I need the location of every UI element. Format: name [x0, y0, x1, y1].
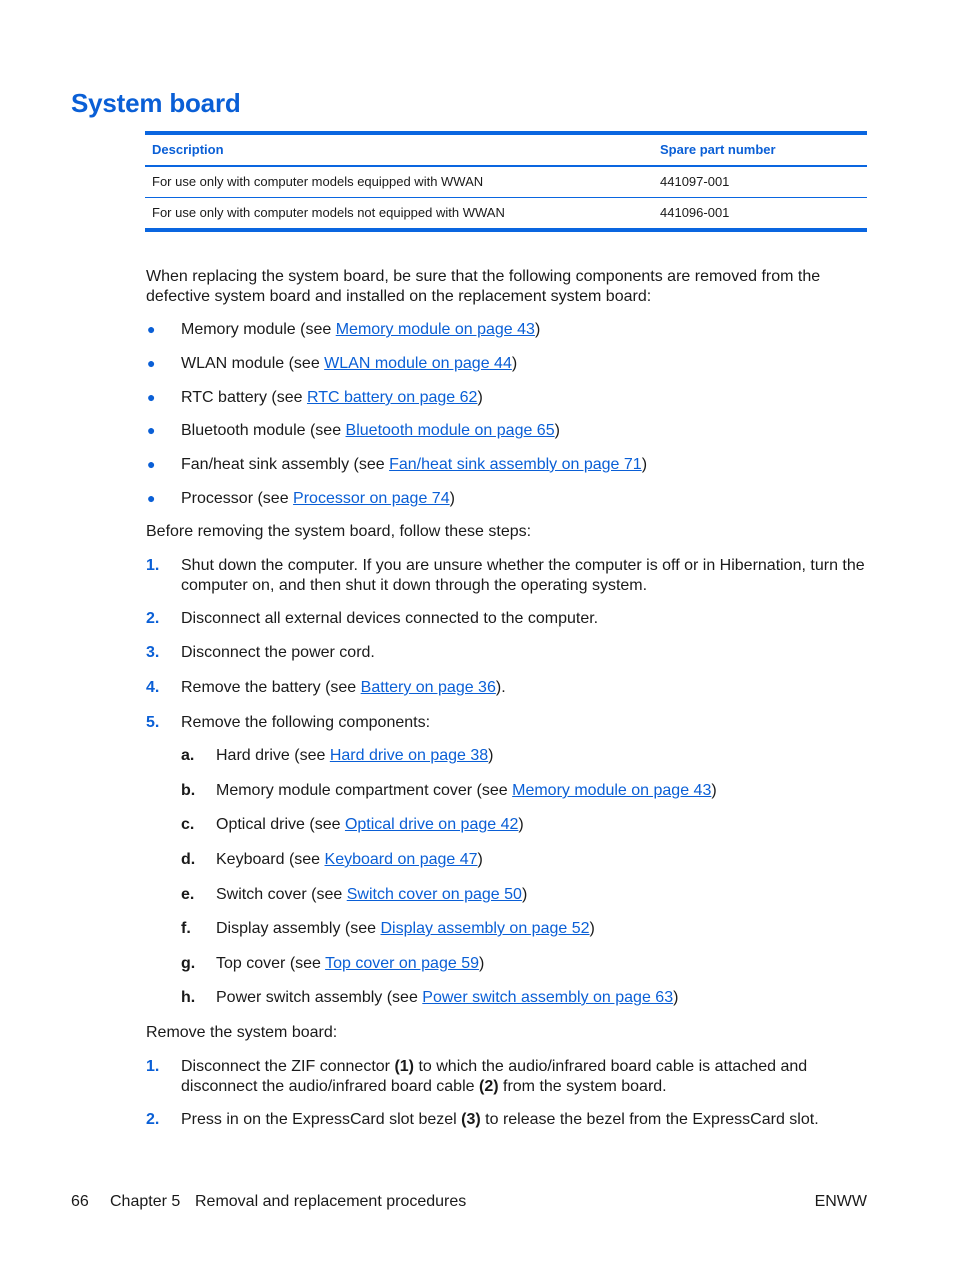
link-processor[interactable]: Processor on page 74: [293, 490, 450, 507]
step-number: 2.: [146, 1111, 160, 1128]
item-text: ): [641, 456, 648, 473]
substep-letter: b.: [181, 782, 196, 799]
cell-spare-part: 441096-001: [660, 205, 730, 220]
substep-letter: d.: [181, 851, 196, 868]
item-text: ): [534, 321, 541, 338]
footer-chapter-title: Removal and replacement procedures: [195, 1193, 467, 1210]
step-text: ).: [495, 679, 506, 696]
link-hard-drive[interactable]: Hard drive on page 38: [329, 747, 489, 764]
step-text: Disconnect the power cord.: [181, 644, 375, 661]
step-text: Remove the following components:: [181, 714, 431, 731]
substep-text: Switch cover (see: [216, 886, 347, 903]
step-number: 1.: [146, 557, 160, 574]
substep-letter: c.: [181, 816, 195, 833]
callout-label: (2): [478, 1077, 499, 1095]
spare-parts-table: [145, 131, 867, 232]
item-text: WLAN module (see: [181, 355, 325, 372]
step-number: 5.: [146, 714, 160, 731]
substep-text: Top cover (see: [216, 955, 326, 972]
table-row: [145, 167, 867, 198]
substep-text: Optical drive (see: [216, 816, 345, 833]
column-header-description: Description: [152, 142, 224, 157]
item-text: Processor (see: [181, 490, 294, 507]
substep-text: ): [711, 782, 717, 799]
item-text: Memory module (see: [181, 321, 336, 338]
cell-description: For use only with computer models equipped with WWAN: [152, 174, 484, 189]
substep-letter: f.: [181, 920, 191, 937]
cell-description: For use only with computer models not equipped with WWAN: [152, 205, 505, 220]
substep-text: ): [521, 886, 528, 903]
step-text: Disconnect all external devices connected to the computer.: [181, 610, 599, 627]
page-title: System board: [71, 88, 241, 118]
substep-letter: h.: [181, 989, 196, 1006]
link-fan-heat-sink[interactable]: Fan/heat sink assembly on page 71: [389, 456, 642, 473]
item-text: RTC battery (see: [181, 389, 307, 406]
step-text: Shut down the computer. If you are unsure whether the computer is off or in Hibernation, turn the computer on, and then shut it down through the operating system.: [181, 557, 865, 594]
link-optical-drive[interactable]: Optical drive on page 42: [344, 816, 519, 833]
substep-text: Keyboard (see: [216, 851, 325, 868]
link-display-assembly[interactable]: Display assembly on page 52: [380, 920, 590, 937]
step-number: 2.: [146, 610, 160, 627]
step-number: 1.: [146, 1058, 160, 1075]
item-text: Fan/heat sink assembly (see: [181, 456, 390, 473]
substep-text: ): [673, 989, 679, 1006]
cell-spare-part: 441097-001: [660, 174, 730, 189]
bullet-icon: ●: [147, 490, 156, 506]
page-number: 66: [71, 1193, 89, 1210]
substep-letter: a.: [181, 747, 195, 764]
bullet-icon: ●: [147, 422, 156, 438]
substep-text: ): [589, 920, 595, 937]
substep-letter: e.: [181, 886, 195, 903]
footer-enww: ENWW: [814, 1193, 867, 1210]
link-memory-module-cover[interactable]: Memory module on page 43: [512, 782, 712, 799]
substep-text: Display assembly (see: [216, 920, 381, 937]
substep-text: ): [488, 747, 494, 764]
bullet-icon: ●: [147, 321, 156, 337]
step-text: Disconnect the ZIF connector (1) to which the audio/infrared board cable is attached and disconnect the audio/infrared board cable (2) from the system board.: [181, 1058, 808, 1095]
callout-label: (3): [461, 1111, 481, 1128]
item-text: ): [449, 490, 455, 507]
step-text: Remove the battery (see: [181, 679, 361, 696]
footer-chapter: Chapter 5: [110, 1193, 181, 1210]
substep-text: Power switch assembly (see: [216, 989, 423, 1006]
step-number: 3.: [146, 644, 160, 661]
before-removing-paragraph: Before removing the system board, follow these steps:: [146, 523, 532, 540]
link-switch-cover[interactable]: Switch cover on page 50: [346, 886, 522, 903]
substep-text: ): [478, 955, 485, 972]
bullet-icon: ●: [147, 355, 156, 371]
link-top-cover[interactable]: Top cover on page 59: [325, 955, 479, 972]
remove-heading: Remove the system board:: [146, 1024, 338, 1041]
step-text: Press in on the ExpressCard slot bezel (3) to release the bezel from the ExpressCard slot.: [181, 1111, 819, 1128]
substep-letter: g.: [181, 955, 196, 972]
link-memory-module[interactable]: Memory module on page 43: [335, 321, 535, 338]
link-wlan-module[interactable]: WLAN module on page 44: [324, 355, 512, 372]
bullet-icon: ●: [147, 456, 156, 472]
table-bottom-rule: [145, 228, 867, 232]
bullet-icon: ●: [147, 389, 156, 405]
intro-paragraph: When replacing the system board, be sure that the following components are removed from the defective system board and installed on the replacement system board:: [146, 268, 821, 305]
link-power-switch-assembly[interactable]: Power switch assembly on page 63: [422, 989, 674, 1006]
item-text: ): [511, 355, 518, 372]
link-keyboard[interactable]: Keyboard on page 47: [324, 851, 478, 868]
link-bluetooth-module[interactable]: Bluetooth module on page 65: [345, 422, 555, 439]
step-number: 4.: [146, 679, 160, 696]
column-header-spare-part: Spare part number: [660, 142, 776, 157]
item-text: ): [477, 389, 483, 406]
link-rtc-battery[interactable]: RTC battery on page 62: [306, 389, 478, 406]
link-battery[interactable]: Battery on page 36: [360, 679, 496, 696]
callout-label: (1): [394, 1058, 414, 1075]
table-row: [145, 198, 867, 228]
item-text: ): [554, 422, 560, 439]
substep-text: Hard drive (see: [216, 747, 330, 764]
substep-text: ): [518, 816, 524, 833]
substep-text: ): [477, 851, 483, 868]
table-header-row: [145, 135, 867, 167]
substep-text: Memory module compartment cover (see: [216, 782, 513, 799]
item-text: Bluetooth module (see: [181, 422, 346, 439]
